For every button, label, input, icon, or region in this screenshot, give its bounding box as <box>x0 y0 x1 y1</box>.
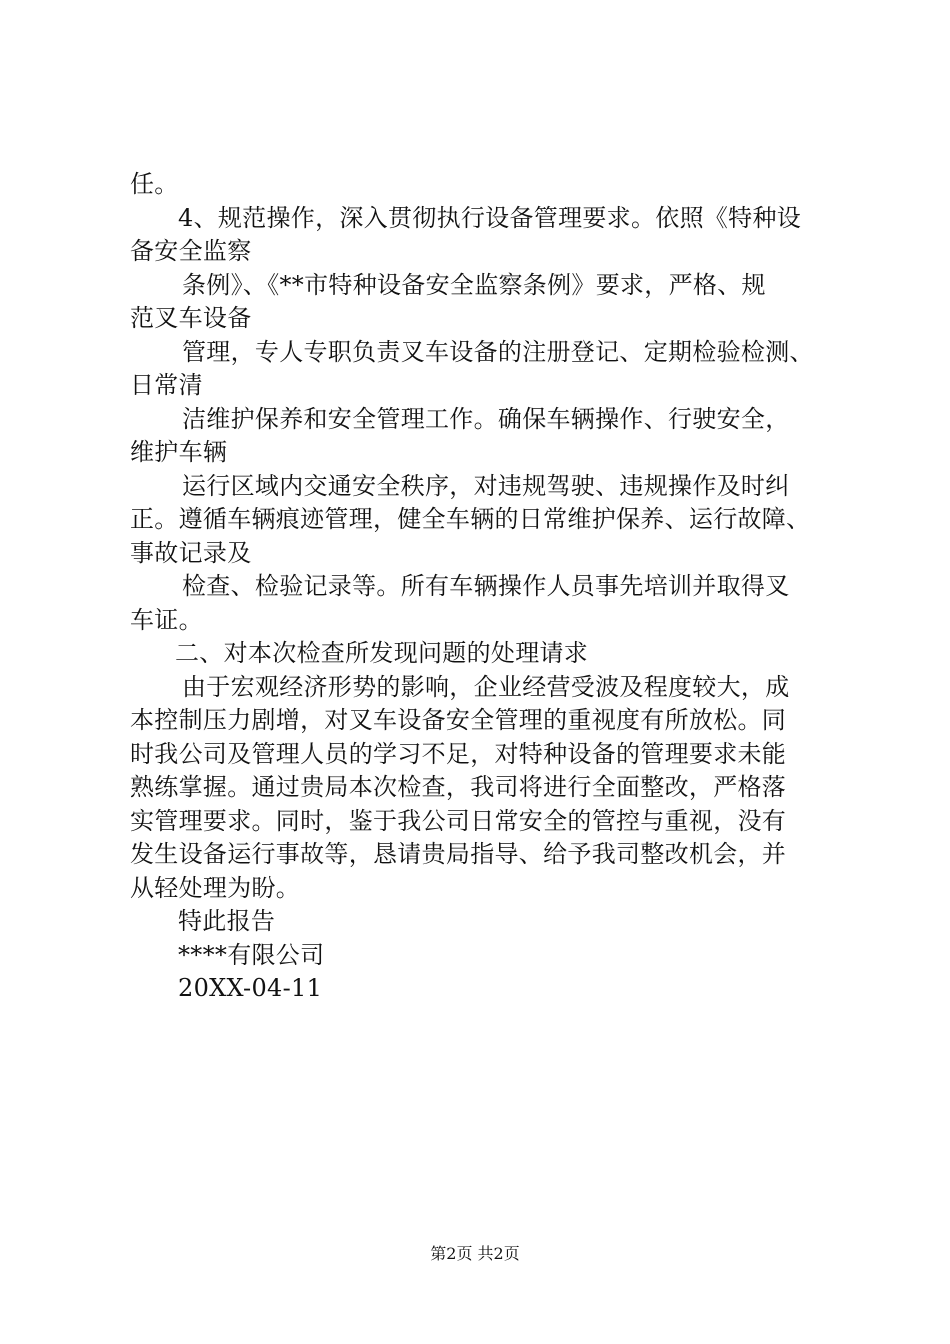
text-line: 熟练掌握。通过贵局本次检查，我司将进行全面整改，严格落 <box>130 773 787 801</box>
text-line: 任。 <box>130 170 179 198</box>
text-line: 事故记录及 <box>130 538 252 567</box>
text-line: 本控制压力剧增，对叉车设备安全管理的重视度有所放松。同 <box>130 706 787 734</box>
text-line: 正。遵循车辆痕迹管理，健全车辆的日常维护保养、运行故障、 <box>130 505 811 533</box>
document-body <box>130 168 835 1006</box>
text-line: 4、规范操作，深入贯彻执行设备管理要求。依照《特种设 <box>178 203 802 232</box>
text-line: 运行区域内交通安全秩序，对违规驾驶、违规操作及时纠 <box>182 471 790 500</box>
section-heading: 二、对本次检查所发现问题的处理请求 <box>175 639 589 667</box>
text-line: 检查、检验记录等。所有车辆操作人员事先培训并取得叉 <box>182 572 790 600</box>
text-line: 条例》、《**市特种设备安全监察条例》要求，严格、规 <box>182 270 766 299</box>
text-line: 实管理要求。同时，鉴于我公司日常安全的管控与重视，没有 <box>130 806 787 835</box>
text-line: 备安全监察 <box>130 237 252 265</box>
text-line: 时我公司及管理人员的学习不足，对特种设备的管理要求未能 <box>130 739 787 768</box>
text-line: 日常清 <box>130 371 203 399</box>
text-line: 维护车辆 <box>130 438 228 466</box>
closing-remark: 特此报告 <box>178 907 276 935</box>
text-line: 洁维护保养和安全管理工作。确保车辆操作、行驶安全， <box>182 404 790 433</box>
text-line: 由于宏观经济形势的影响，企业经营受波及程度较大，成 <box>182 672 790 701</box>
document-date: 20XX-04-11 <box>178 974 323 1002</box>
company-name: ****有限公司 <box>178 940 325 969</box>
text-line: 管理，专人专职负责叉车设备的注册登记、定期检验检测、 <box>182 337 814 366</box>
text-line: 发生设备运行事故等，恳请贵局指导、给予我司整改机会，并 <box>130 840 787 868</box>
text-line: 从轻处理为盼。 <box>130 873 301 902</box>
text-line: 车证。 <box>130 605 203 634</box>
page-number-footer: 第2页 共2页 <box>430 1244 520 1263</box>
text-line: 范叉车设备 <box>130 304 252 332</box>
